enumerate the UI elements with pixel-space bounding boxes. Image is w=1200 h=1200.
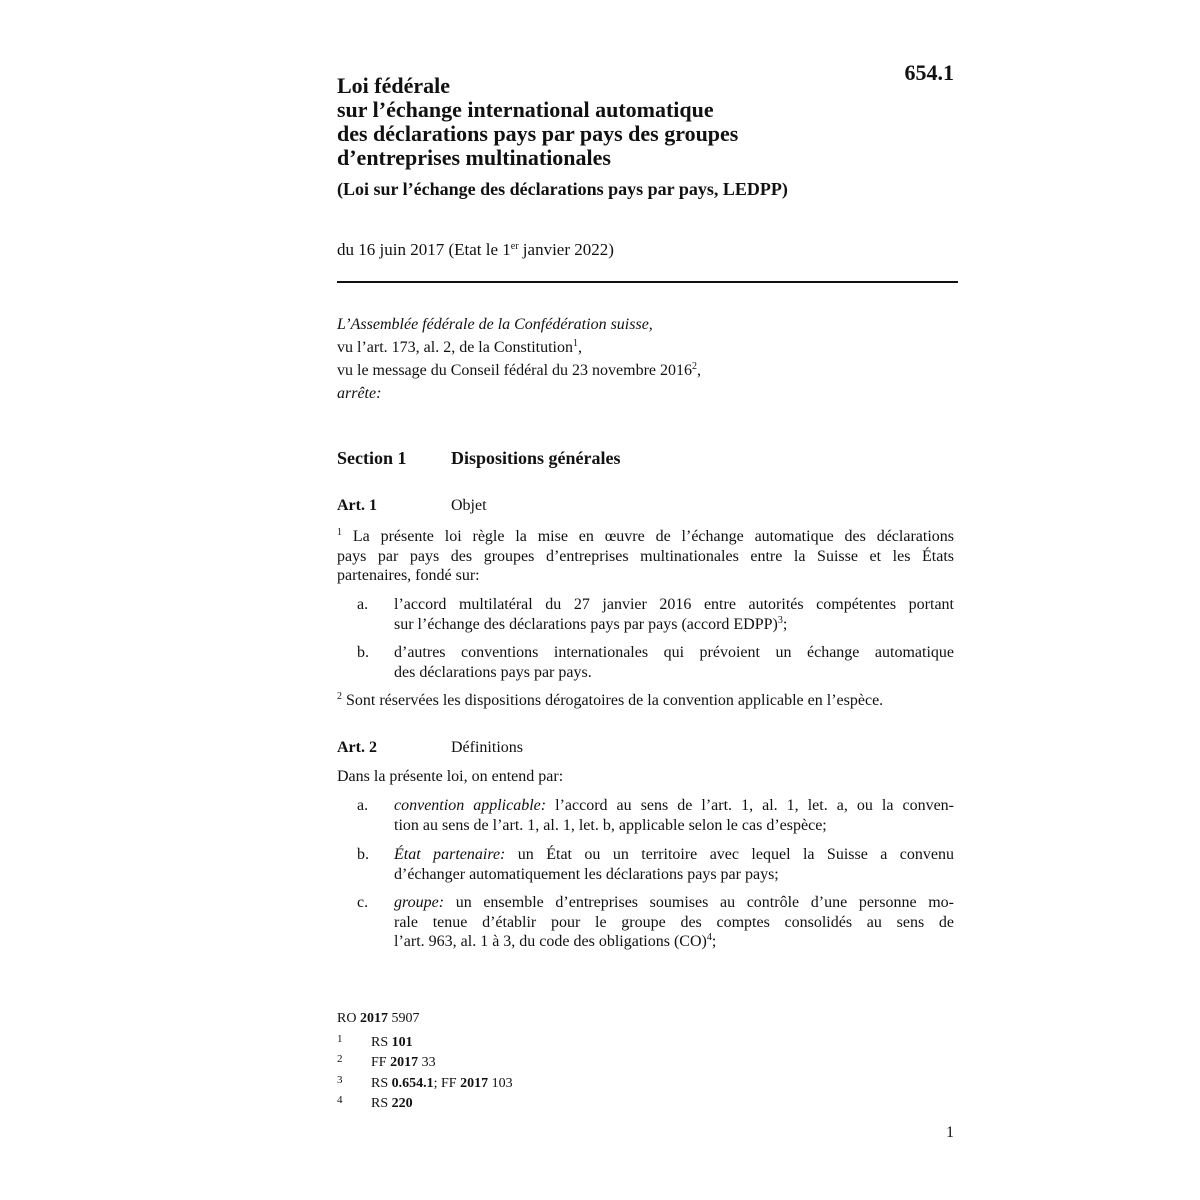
paragraph-line <box>337 527 954 547</box>
list-text <box>394 845 954 884</box>
article-paragraph: Dans la présente loi, on entend par: <box>337 768 564 785</box>
paragraph-number: 2 <box>337 691 342 702</box>
article-title: Objet <box>451 497 487 514</box>
preamble-line <box>337 336 957 359</box>
footnote-number: 2 <box>337 1053 343 1065</box>
list-text <box>394 893 954 952</box>
footnote <box>337 1031 513 1052</box>
list-letter: b. <box>357 846 369 863</box>
title-line: Loi fédérale <box>337 73 451 98</box>
article-title: Définitions <box>451 739 523 756</box>
preamble-text: , <box>697 362 702 379</box>
list-line: rale tenue d’établir pour le groupe des comptes consolidés au sens de <box>394 913 954 931</box>
preamble-text: vu l’art. 173, al. 2, de la Constitution <box>337 339 573 356</box>
footnote-ref-bold: 220 <box>391 1096 413 1111</box>
footnote-text: RS <box>371 1096 392 1111</box>
list-line <box>394 893 954 913</box>
list-line-text: ; <box>782 615 788 633</box>
footnote-ref[interactable]: 3 <box>777 614 783 626</box>
article-paragraph <box>337 691 954 711</box>
list-line: d’échanger automatiquement les déclarations pays par pays; <box>394 865 779 883</box>
list-line <box>394 796 954 816</box>
list-line: d’autres conventions internationales qui prévoient un échange automatique <box>394 644 954 661</box>
list-item <box>357 643 954 682</box>
ro-prefix: RO <box>337 1011 360 1026</box>
footnote-ref-bold: 2017 <box>460 1075 489 1091</box>
date-text: du 16 juin 2017 (Etat le 1 <box>337 240 511 259</box>
paragraph-text: La présente loi règle la mise en œuvre de l’échange automatique des déclarations <box>342 528 954 545</box>
article-paragraph <box>337 527 954 586</box>
article-number: Art. 1 <box>337 497 377 514</box>
article-heading <box>337 739 523 757</box>
footnote-ref-bold: 101 <box>391 1034 413 1050</box>
footnote-ref[interactable]: 1 <box>572 338 578 349</box>
footnote <box>337 1051 513 1072</box>
official-compilation-ref <box>337 1011 513 1028</box>
preamble-decree: arrête: <box>337 385 382 402</box>
list-letter: a. <box>357 596 369 613</box>
footnote-text: RS <box>371 1034 392 1050</box>
list-line-text: un État ou un territoire avec lequel la Suisse a convenu <box>505 846 954 863</box>
preamble-line <box>337 359 957 382</box>
footnote <box>337 1072 513 1093</box>
list-line-text: sur l’échange des déclarations pays par pays (accord EDPP) <box>394 615 778 633</box>
article-heading <box>337 497 487 515</box>
footnote <box>337 1092 513 1113</box>
paragraph-line: partenaires, fondé sur: <box>337 567 480 584</box>
definition-item <box>357 893 954 952</box>
defined-term: État partenaire: <box>394 846 506 863</box>
footnote-text: 33 <box>418 1055 436 1070</box>
footnote-number: 4 <box>337 1094 343 1106</box>
defined-term: convention applicable: <box>394 797 547 814</box>
section-title: Dispositions générales <box>451 448 621 468</box>
preamble-text: vu le message du Conseil fédéral du 23 novembre 2016 <box>337 362 693 379</box>
preamble <box>337 313 957 405</box>
list-line: des déclarations pays par pays. <box>394 663 592 681</box>
list-text <box>394 796 954 835</box>
footnotes <box>337 1011 513 1113</box>
list-line: tion au sens de l’art. 1, al. 1, let. b, applicable selon le cas d’espèce; <box>394 816 827 834</box>
ro-year: 2017 <box>359 1011 388 1026</box>
list-line-text: ; <box>711 933 717 950</box>
footnote-number: 1 <box>337 1032 343 1045</box>
header-rule <box>337 281 958 283</box>
enactment-date <box>337 240 614 260</box>
list-text <box>394 643 954 682</box>
list-line-text: l’accord au sens de l’art. 1, al. 1, let. a, ou la conven- <box>546 797 955 814</box>
footnote-text: RS <box>371 1075 392 1091</box>
section-number: Section 1 <box>337 448 407 468</box>
footnote-text: FF <box>371 1055 391 1070</box>
footnote-number: 3 <box>337 1073 343 1086</box>
list-letter: a. <box>357 797 369 814</box>
ro-page: 5907 <box>387 1011 420 1026</box>
definition-item <box>357 845 954 884</box>
footnote-ref[interactable]: 4 <box>706 932 712 943</box>
list-text <box>394 595 954 634</box>
list-line <box>394 845 954 865</box>
section-heading <box>337 448 621 469</box>
list-line <box>394 615 954 635</box>
paragraph-line: pays par pays des groupes d’entreprises multinationales entre la Suisse et les États <box>337 547 954 565</box>
date-superscript: er <box>510 241 519 252</box>
article-number: Art. 2 <box>337 739 377 756</box>
date-text: janvier 2022) <box>518 240 614 259</box>
list-item <box>357 595 954 634</box>
title-line: des déclarations pays par pays des groupes <box>337 121 739 146</box>
paragraph-text: Sont réservées les dispositions dérogatoires de la convention applicable en l’espèce. <box>342 692 884 709</box>
list-line <box>394 932 954 952</box>
definition-item <box>357 796 954 835</box>
preamble-authority: L’Assemblée fédérale de la Confédération suisse, <box>337 316 653 333</box>
preamble-text: , <box>577 339 582 356</box>
law-title <box>337 74 877 170</box>
list-letter: c. <box>357 894 369 911</box>
title-line: d’entreprises multinationales <box>337 145 611 170</box>
sr-number: 654.1 <box>904 60 954 85</box>
page-number: 1 <box>946 1124 954 1141</box>
list-letter: b. <box>357 644 369 661</box>
list-line: l’accord multilatéral du 27 janvier 2016 entre autorités compétentes portant <box>394 596 954 613</box>
defined-term: groupe: <box>394 894 445 911</box>
list-line-text: l’art. 963, al. 1 à 3, du code des obligations (CO) <box>394 933 707 950</box>
list-line-text: un ensemble d’entreprises soumises au contrôle d’une personne mo- <box>444 894 954 911</box>
title-line: sur l’échange international automatique <box>337 97 714 122</box>
short-title: (Loi sur l’échange des déclarations pays par pays, LEDPP) <box>337 179 788 199</box>
footnote-ref-bold: 0.654.1 <box>391 1075 434 1091</box>
paragraph-number: 1 <box>337 527 342 538</box>
footnote-text: ; FF <box>433 1075 461 1091</box>
footnote-text: 103 <box>488 1075 513 1091</box>
footnote-ref[interactable]: 2 <box>692 361 698 372</box>
footnote-ref-bold: 2017 <box>390 1055 419 1070</box>
